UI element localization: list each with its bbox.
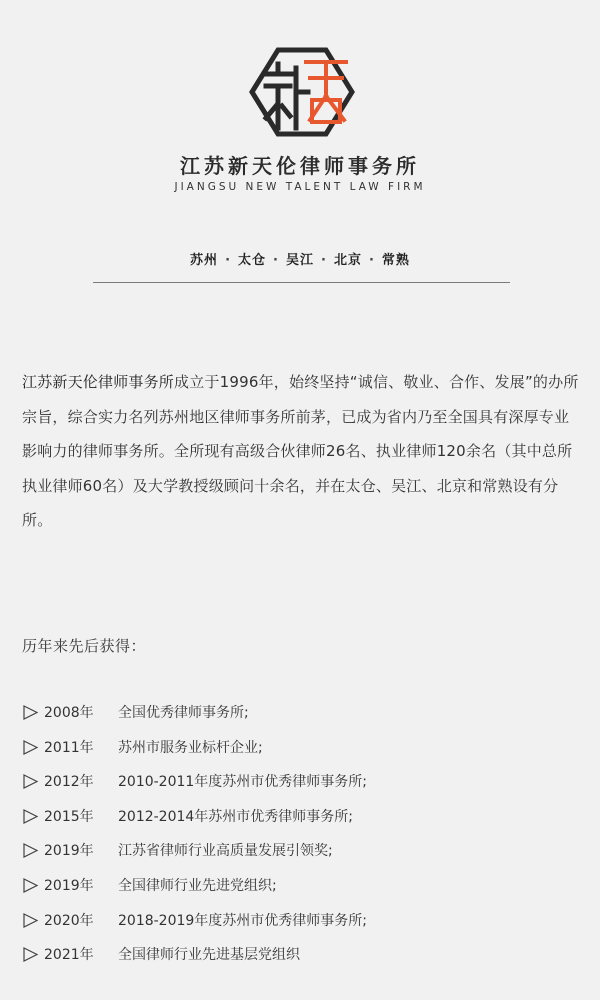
- triangle-right-icon: [22, 704, 39, 721]
- award-year: 2019年: [44, 843, 94, 860]
- intro-paragraph: [22, 365, 584, 538]
- firm-logo: [248, 46, 356, 138]
- location-suzhou: 苏州: [190, 253, 219, 268]
- separator: ·: [273, 253, 279, 268]
- award-item: [22, 840, 582, 875]
- triangle-right-icon: [22, 946, 39, 963]
- triangle-right-icon: [22, 842, 39, 859]
- award-year: 2015年: [44, 808, 94, 825]
- award-text: 全国优秀律师事务所;: [118, 705, 249, 721]
- award-text: 2010-2011年度苏州市优秀律师事务所;: [118, 774, 368, 791]
- award-year: 2020年: [44, 912, 94, 929]
- triangle-right-icon: [22, 877, 39, 894]
- award-item: [22, 737, 582, 772]
- award-text: 江苏省律师行业高质量发展引领奖;: [118, 843, 333, 860]
- location-wujiang: 吴江: [285, 253, 314, 268]
- award-text: 全国律师行业先进基层党组织: [118, 947, 300, 964]
- intro-firm-name: 江苏新天伦律师事务所: [22, 373, 175, 391]
- award-year: 2008年: [44, 705, 94, 721]
- award-text: 2012-2014年苏州市优秀律师事务所;: [118, 808, 354, 825]
- awards-title: 历年来先后获得：: [22, 637, 147, 655]
- award-year: 2011年: [44, 739, 94, 756]
- separator: ·: [321, 253, 327, 268]
- award-item: [22, 875, 582, 910]
- separator: ·: [368, 253, 375, 268]
- locations-list: [0, 249, 600, 268]
- intro-text: 成立于1996年，始终坚持“诚信、敬业、合作、发展”的办所宗旨，综合实力名列苏州地区律师事务所前茅，已成为省内乃至全国具有深厚专业影响力的律师事务所。全所现有高级合伙律师26名、执业律师120余名（其中总所执业律师60名）及大学教授级顾问十余名，并在太仓、吴江、北京和常熟设有分所。: [22, 373, 579, 529]
- award-item: [22, 702, 582, 737]
- award-year: 2012年: [44, 774, 94, 791]
- award-year: 2021年: [44, 947, 94, 964]
- award-text: 2018-2019年度苏州市优秀律师事务所;: [118, 912, 368, 929]
- location-changshu: 常熟: [381, 253, 410, 268]
- firm-name-cn: 江苏新天伦律师事务所: [180, 154, 420, 178]
- award-item: [22, 771, 582, 806]
- triangle-right-icon: [22, 739, 39, 756]
- location-taicang: 太仓: [238, 253, 267, 268]
- header-divider: [93, 282, 510, 283]
- triangle-right-icon: [22, 808, 39, 825]
- award-text: 全国律师行业先进党组织;: [118, 877, 277, 894]
- location-beijing: 北京: [333, 253, 362, 268]
- separator: ·: [225, 253, 232, 268]
- award-item: [22, 806, 582, 841]
- award-item: [22, 944, 582, 979]
- award-item: [22, 910, 582, 945]
- award-text: 苏州市服务业标杆企业;: [118, 739, 263, 756]
- triangle-right-icon: [22, 773, 39, 790]
- award-year: 2019年: [44, 877, 94, 894]
- firm-name-en: JIANGSU NEW TALENT LAW FIRM: [174, 181, 426, 193]
- awards-list: [22, 702, 582, 979]
- triangle-right-icon: [22, 912, 39, 929]
